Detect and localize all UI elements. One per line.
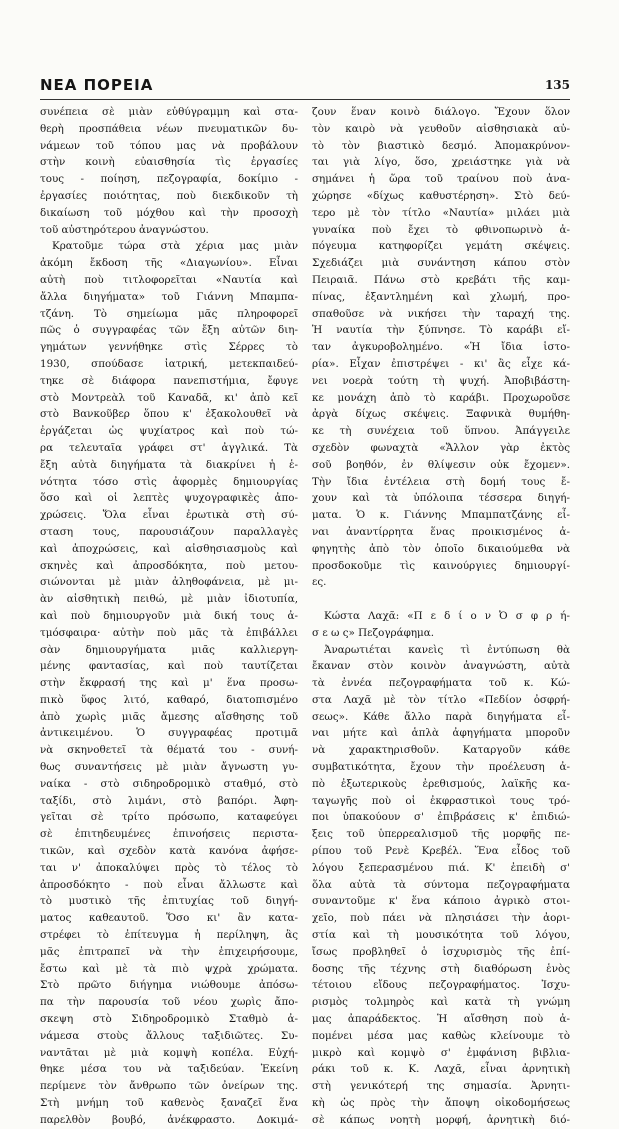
text-line: σημάνει ἡ ὥρα τοῦ τραίνου ποὺ ἀνα- [312, 173, 570, 186]
text-line: τὸ τὸν βιαστικὸ δεσμό. Ἀπομακρύνον- [312, 139, 570, 152]
text-line: σχεδὸν φωναχτὰ «Ἄλλον γὰρ ἐκτὸς [312, 441, 570, 454]
text-line: στὴν κοινὴ εὐαισθησία τὶς ἐργασίες [40, 156, 298, 169]
text-line: ἀπροσδόκητο - ποὺ εἶναι ἄλλωστε καὶ [40, 878, 298, 891]
text-line: χρώσεις. Ὅλα εἶναι ἐρωτικὰ στὴ σύ- [40, 509, 298, 522]
text-line: ναντᾶται μὲ μιὰ κομψὴ κοπέλα. Εὐχή- [40, 1046, 298, 1059]
text-line: φηγητὴς ἀπὸ τὸν ὁποῖο δικαιούμεθα νὰ [312, 542, 570, 555]
text-line: στὸ Μοντρεὰλ τοῦ Καναδᾶ, κι' ἀπὸ κεῖ [40, 391, 298, 404]
text-line: κε μονάχη ἀπὸ τὸ καράβι. Προχωροῦσε [312, 391, 570, 404]
text-line: ναι μήτε καὶ ἁπλὰ ἀφηγήματα μποροῦν [312, 727, 570, 740]
text-line: νάμεων τοῦ τόπου μας νὰ προβάλουν [40, 139, 298, 152]
page-header [40, 76, 570, 98]
text-line: ματος καθεαυτοῦ. Ὅσο κι' ἂν κατα- [40, 912, 298, 925]
text-line: μικρὸ καὶ κομψὸ σ' ἐμφάνιση βιβλια- [312, 1046, 570, 1059]
text-line: ὅσο καὶ οἱ λεπτὲς ψυχογραφικὲς ἀπο- [40, 492, 298, 505]
text-line: τους - ποίηση, πεζογραφία, δοκίμιο - [40, 173, 298, 186]
journal-title: ΝΕΑ ΠΟΡΕΙΑ [40, 76, 154, 94]
text-line: πῶς ὁ συγγραφέας τῶν ἔξη αὐτῶν διη- [40, 324, 298, 337]
text-line: σταση τους, παρουσιάζουν παραλλαγὲς [40, 525, 298, 538]
text-line: δοσης τῆς τέχνης στὴ διαθόρωση ἑνὸς [312, 962, 570, 975]
text-line: ξεις τοῦ ὑπερρεαλισμοῦ τῆς μορφῆς πε- [312, 828, 570, 841]
text-line: μᾶς ἐπιτραπεῖ νὰ τὴν ἐπιχειρήσουμε, [40, 945, 298, 958]
text-line: τικῶν, καὶ σχεδὸν κατὰ κανόνα ἀφήσε- [40, 845, 298, 858]
text-line: γημάτων γεννήθηκε στὶς Σέρρες τὸ [40, 341, 298, 354]
text-line: τερο μὲ τὸν τίτλο «Ναυτία» μιλάει μιὰ [312, 206, 570, 219]
text-line: ἀπὸ χωρὶς μιᾶς ἄμεσης αἴσθησης τοῦ [40, 710, 298, 723]
text-line: καὶ ἀποχρώσεις, καὶ αἰσθησιασμοὺς καὶ [40, 542, 298, 555]
text-line: στὸ Βανκοῦβερ ὅπου κ' ἐξακολουθεῖ νὰ [40, 408, 298, 421]
text-line: πομένει μέσα μας καθὼς κλείνουμε τὸ [312, 1029, 570, 1042]
text-line: στία καὶ τὴ μουσικότητα τοῦ λόγου, [312, 929, 570, 942]
right-column [312, 104, 570, 1129]
text-line: συμβατικότητα, ἔχουν τὴν προέλευση ἀ- [312, 761, 570, 774]
text-line: θως συναντήσεις μὲ μιὰν ἄγνωστη γυ- [40, 761, 298, 774]
text-line: χουν καὶ τὰ ὑπόλοιπα τέσσερα διηγή- [312, 492, 570, 505]
text-line: τοῦ αὐστηρότερου ἀναγνώστου. [40, 223, 209, 236]
text-line: ματα. Ὁ κ. Γιάννης Μπαμπατζάνης εἶ- [312, 509, 570, 522]
text-line: νει νοερὰ τούτη τὴ ψυχή. Ἀποβιβάστη- [312, 374, 570, 387]
text-line: Ἀναρωτιέται κανεὶς τὶ ἐντύπωση θὰ [324, 643, 570, 656]
text-line: χώρησε «δίχως καθυστέρηση». Στὸ δεύ- [312, 189, 570, 202]
text-line: ἔστω καὶ μὲ τὰ πιὸ ψχρὰ χρώματα. [40, 962, 298, 975]
text-line: καὶ ποὺ δημιουργοῦν μιὰ δική τους ἀ- [40, 609, 298, 622]
left-column [40, 104, 298, 1129]
text-line: πικὸ ὕφος λιτό, καθαρό, διατοπισμένο [40, 693, 298, 706]
text-line: σιώνονται μὲ μιὰν ἀληθοφάνεια, μὲ μι- [40, 576, 298, 589]
text-line: λόγου ξεπερασμένου πιά. Κ' ἐπειδὴ σ' [312, 861, 570, 874]
text-line: ἔκαναν στὸν κοινὸν ἀναγνώστη, αὐτὰ [312, 660, 570, 673]
text-line: νάμεσα στοὺς ἄλλους ταξιδιῶτες. Συ- [40, 1029, 298, 1042]
article-body [40, 104, 570, 1126]
text-line: τμόσφαιρα· αὐτὴν ποὺ μᾶς τὰ ἐπιβάλλει [40, 626, 298, 639]
text-line: στὴ γενικότερή της σημασία. Ἀρνητι- [312, 1080, 570, 1093]
text-line: ράκι τοῦ κ. Κ. Λαχᾶ, εἶναι ἀρνητικὴ [312, 1063, 570, 1076]
text-line: πὸ ἐξωτερικοὺς ἐρεθισμούς, λαϊκῆς κα- [312, 777, 570, 790]
text-line: τὸ μυστικὸ τῆς ἐπιτυχίας τοῦ διηγή- [40, 895, 298, 908]
text-line: Κρατοῦμε τώρα στὰ χέρια μας μιὰν [52, 240, 298, 253]
text-line: Κώστα Λαχᾶ: «Π ε δ ί ο ν Ὀ σ φ ρ ή- [324, 609, 570, 622]
text-line: Στὸ πρῶτο διήγημα νιώθουμε ἀπόσω- [40, 979, 298, 992]
text-line: σὲ κάπως νοητὴ μορφή, ἀρνητικὴ διό- [312, 1113, 570, 1126]
text-line: παρελθὸν βουβό, ἀνέκφραστο. Δοκιμά- [40, 1113, 298, 1126]
text-line: ποι ὑπακούουν σ' ἐπιβράσεις κ' ἐπιδιώ- [312, 811, 570, 824]
text-line: Στὴ μνήμη τοῦ καθενὸς ξαναζεῖ ἕνα [40, 1097, 298, 1110]
text-line: ταν ἀγκυροβολημένο. «Ἡ ἴδια ἱστο- [312, 341, 570, 354]
text-line: νότητα τόσο στὶς ἀφορμὲς δημιουργίας [40, 475, 298, 488]
text-line: κε τὴ συνέχεια τοῦ ὕπνου. Ἀπάγγειλε [312, 425, 570, 438]
text-line: χεῖο, ποὺ πάει νὰ πλησιάσει τὴν ἀορι- [312, 912, 570, 925]
text-line: ταξίδι, στὸ λιμάνι, στὸ βαπόρι. Ἀφη- [40, 794, 298, 807]
text-line: στὴν ἔκφρασή της καὶ μ' ἕνα προσω- [40, 677, 298, 690]
text-line: σκεψη στὸ Σιδηροδρομικὸ Σταθμὸ ἀ- [40, 1013, 298, 1026]
text-line: Ἡ ναυτία τὴν ξύπνησε. Τὸ καράβι εἴ- [312, 324, 570, 337]
text-line: ρα τελευταῖα γράφει στ' ἀγγλικά. Τὰ [40, 441, 298, 454]
text-line: πα τὴν παρουσία τοῦ νέου χωρὶς ἄπο- [40, 996, 298, 1009]
text-line: ζουν ἕναν κοινὸ διάλογο. Ἔχουν ὅλον [312, 106, 570, 118]
text-line: ρισμὸς τολμηρὸς καὶ κατὰ τὴ γνώμη [312, 996, 570, 1009]
text-line: ἀργὰ δίχως σκέψεις. Ξαφνικὰ θυμήθη- [312, 408, 570, 421]
text-line: ρίπου τοῦ Ρενὲ Κρεβέλ. Ἕνα εἶδος τοῦ [312, 845, 570, 858]
text-line: ὅλα αὐτὰ τὰ σύντομα πεζογραφήματα [312, 878, 570, 891]
text-line [312, 591, 570, 608]
text-line: δικαίωση τοῦ μόχθου καὶ τὴν προσοχὴ [40, 206, 298, 219]
text-line: τηκε σὲ διάφορα πανεπιστήμια, ἔφυγε [40, 374, 298, 387]
text-line: σοῦ βοηθόν, ἐν θλίψεσιν οὐκ ἔχομεν». [312, 458, 570, 471]
text-line: μένης φαντασίας, καὶ ποὺ ταυτίζεται [40, 660, 298, 673]
text-line: στα Λαχᾶ μὲ τὸν τίτλο «Πεδίον ὀσφρή- [312, 693, 570, 706]
text-line: νὰ σκηνοθετεῖ τὰ θέματά του - συνή- [40, 744, 298, 757]
text-line: πίνας, ἐξαντλημένη καὶ χλωμή, προ- [312, 290, 570, 303]
text-line: μας ἀπαράδεκτος. Ἡ αἴσθηση ποὺ ἀ- [312, 1013, 570, 1026]
text-line: ἐργασίες ποιότητας, ποὺ διεκδικοῦν τὴ [40, 189, 298, 202]
text-line: σεως». Κάθε ἄλλο παρὰ διηγήματα εἶ- [312, 710, 570, 723]
text-line: ναι ἀναντίρρητα ἕνας προικισμένος ἀ- [312, 525, 570, 538]
text-line: σκηνὲς καὶ ἀπροσδόκητα, ποὺ μετου- [40, 559, 298, 572]
text-line: ἀκόμη ἔκδοση τῆς «Διαγωνίου». Εἶναι [40, 257, 298, 270]
text-line: ναίκα - στὸ σιδηροδρομικὸ σταθμό, στὸ [40, 777, 298, 790]
text-line: προσδοκοῦμε τὶς καινούργιες δημιουργί- [312, 559, 570, 572]
text-line: θηκε μέσα του νὰ ταξιδεύαν. Ἐκείνη [40, 1063, 298, 1076]
text-line: ἐργάζεται ὡς ψυχίατρος καὶ ποὺ τώ- [40, 425, 298, 438]
text-line: ται γιὰ λίγο, ὅσο, χρειάστηκε γιὰ νὰ [312, 156, 570, 169]
text-line: περίμενε τὸν ἄνθρωπο τῶν ὀνείρων της. [40, 1080, 298, 1093]
text-line: κὴ ὡς πρὸς τὴν ἄποψη οἰκοδομήσεως [312, 1097, 570, 1110]
text-line: στρέφει τὸ ἐπίτευγμα ἡ περίληψη, ἂς [40, 929, 298, 942]
text-line: ες. [312, 576, 327, 589]
text-line: αὐτὴ ποὺ τιτλοφορεῖται «Ναυτία καὶ [40, 273, 298, 286]
text-line: ὰν αἰσθητικὴ πειθώ, μὲ μιὰν ἰδιοτυπία, [40, 593, 298, 606]
text-line: θερὴ προσπάθεια νέων πνευματικῶν δυ- [40, 122, 298, 135]
text-line: Πειραιᾶ. Πάνω στὸ κρεβάτι τῆς καμ- [312, 273, 570, 286]
text-line: πόγευμα κατηφορίζει γεμάτη σκέψεις. [312, 240, 570, 253]
text-line: ταγωγῆς ποὺ οἱ ἐκφραστικοὶ τους τρό- [312, 794, 570, 807]
text-line: ρία». Εἶχαν ἐπιστρέψει - κι' ἂς εἶχε κά- [312, 357, 570, 370]
text-line: ται ν' ἀποκαλύψει πρὸς τὸ τέλος τὸ [40, 861, 298, 874]
text-line: σὲ ἐπιτηδευμένες ἐπινοήσεις περιστα- [40, 828, 298, 841]
text-line: γεῖται σὲ τρίτο πρόσωπο, καταφεύγει [40, 811, 298, 824]
text-line: τζάνη. Τὸ σημείωμα μᾶς πληροφορεῖ [40, 307, 298, 320]
text-line: ἴσως προβληθεῖ ὁ ἰσχυρισμὸς τῆς ἐπί- [312, 945, 570, 958]
text-line: τὸν καιρὸ νὰ γευθοῦν αἰσθησιακὰ αὐ- [312, 122, 570, 135]
text-line: σὰν δημιουργήματα μιᾶς καλλιεργη- [40, 643, 298, 656]
text-line: σ ε ω ς» Πεζογράφημα. [312, 626, 435, 639]
text-line: ἄλλα διηγήματα» τοῦ Γιάννη Μπαμπα- [40, 290, 298, 303]
text-line: συναντοῦμε κ' ἕνα κάποιο ἀγρικὸ στοι- [312, 895, 570, 908]
text-line: ἀντικειμένου. Ὁ συγγραφέας προτιμᾶ [40, 727, 298, 740]
text-line: 1930, σπούδασε ἰατρική, μετεκπαιδεύ- [40, 357, 298, 370]
text-line: γυναίκα ποὺ ἔχει τὸ φθινοπωρινὸ ἀ- [312, 223, 570, 236]
text-line: συνέπεια σὲ μιὰν εὐθύγραμμη καὶ στα- [40, 106, 298, 118]
header-rule [40, 99, 570, 100]
text-line: τὰ ἐννέα πεζογραφήματα τοῦ κ. Κώ- [312, 677, 570, 690]
text-line: Τὴν ἴδια ἐντέλεια στὴ δομή τους ἔ- [312, 475, 570, 488]
text-line: τέτοιου εἴδους πεζογραφήματος. Ἰσχυ- [312, 979, 570, 992]
page-number: 135 [544, 78, 570, 92]
text-line: Σχεδιάζει μιὰ συνάντηση κάπου στὸν [312, 257, 570, 270]
text-line: νὰ χαρακτηρισθοῦν. Καταργοῦν κάθε [312, 744, 570, 757]
text-line: σπαθοῦσε νὰ νικήσει τὴν ταραχή της. [312, 307, 570, 320]
text-line: ἔξη αὐτὰ διηγήματα τὰ διακρίνει ἡ ἑ- [40, 458, 298, 471]
